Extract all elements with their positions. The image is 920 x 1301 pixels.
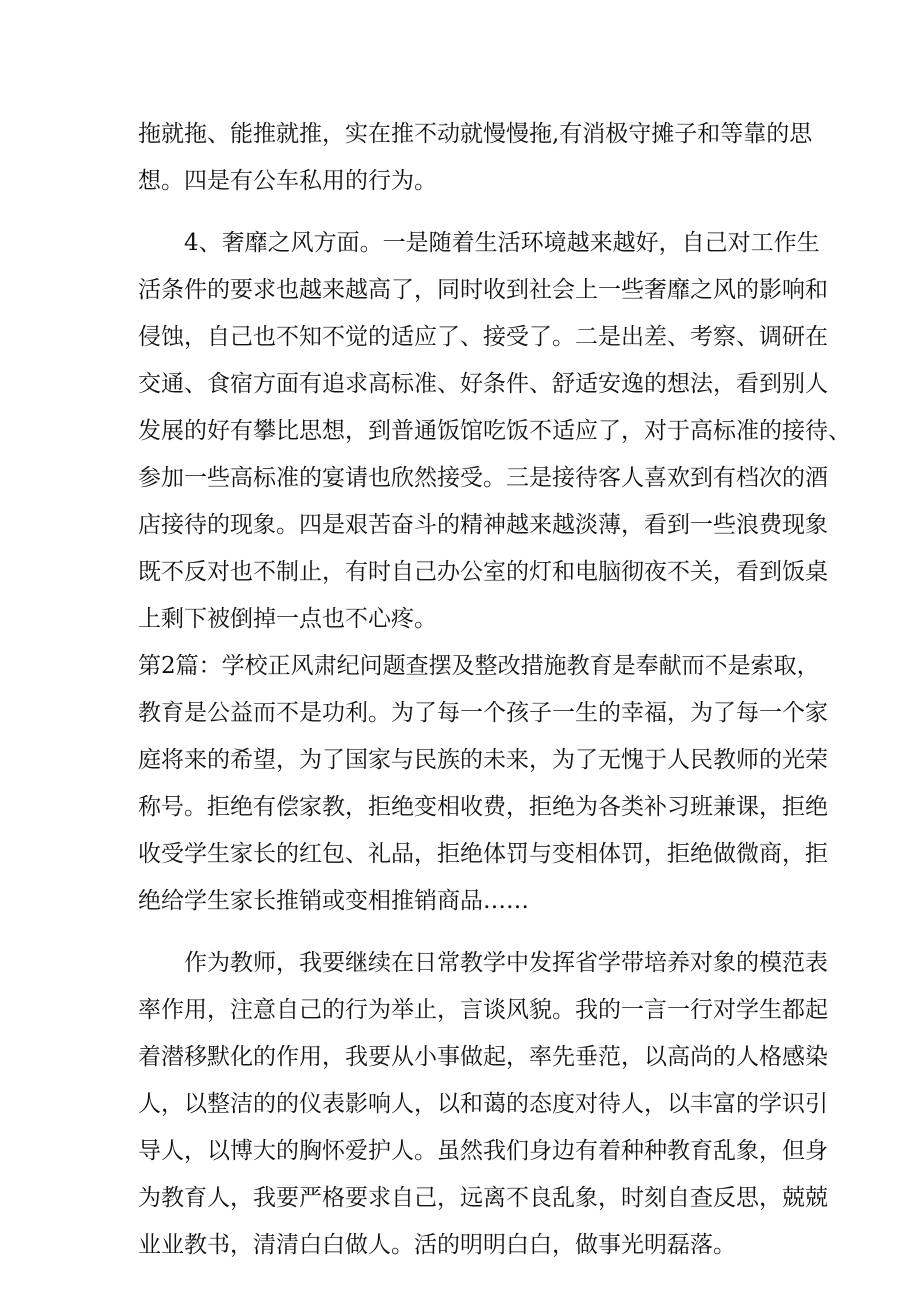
text-line: 教育是公益而不是功利。为了每一个孩子一生的幸福，为了每一个家 [138,700,828,726]
text-line: 绝给学生家长推销或变相推销商品…… [138,888,529,914]
text-line: 拖就拖、能推就推，实在推不动就慢慢拖,有消极守摊子和等靠的思 [138,121,813,147]
text-line: 参加一些高标准的宴请也欣然接受。三是接待客人喜欢到有档次的酒 [138,465,828,491]
text-line: 庭将来的希望，为了国家与民族的未来，为了无愧于人民教师的光荣 [138,747,828,773]
text-line: 导人，以博大的胸怀爱护人。虽然我们身边有着种种教育乱象，但身 [138,1138,828,1164]
text-line: 交通、食宿方面有追求高标准、好条件、舒适安逸的想法，看到别人 [138,371,828,397]
text-line: 人，以整洁的的仪表影响人，以和蔼的态度对待人，以丰富的学识引 [138,1091,828,1117]
text-line: 业业教书，清清白白做人。活的明明白白，做事光明磊落。 [138,1232,736,1258]
text-line: 着潜移默化的作用，我要从小事做起，率先垂范，以高尚的人格感染 [138,1044,828,1070]
text-line: 为教育人，我要严格要求自己，远离不良乱象，时刻自查反思，兢兢 [138,1185,828,1211]
section-heading-line: 第2篇：学校正风肃纪问题查摆及整改措施教育是奉献而不是索取， [138,653,820,679]
text-line: 上剩下被倒掉一点也不心疼。 [138,606,437,632]
text-line: 店接待的现象。四是艰苦奋斗的精神越来越淡薄，看到一些浪费现象 [138,512,828,538]
paragraph-start-line: 4、奢靡之风方面。一是随着生活环境越来越好，自己对工作生 [184,230,820,256]
text-line: 想。四是有公车私用的行为。 [138,168,437,194]
text-line: 收受学生家长的红包、礼品，拒绝体罚与变相体罚，拒绝做微商，拒 [138,841,828,867]
text-line: 侵蚀，自己也不知不觉的适应了、接受了。二是出差、考察、调研在 [138,324,828,350]
text-line: 既不反对也不制止，有时自己办公室的灯和电脑彻夜不关，看到饭桌 [138,559,828,585]
text-line: 称号。拒绝有偿家教，拒绝变相收费，拒绝为各类补习班兼课，拒绝 [138,794,828,820]
paragraph-start-line: 作为教师，我要继续在日常教学中发挥省学带培养对象的模范表 [184,950,828,976]
text-line: 活条件的要求也越来越高了，同时收到社会上一些奢靡之风的影响和 [138,277,828,303]
text-line: 发展的好有攀比思想，到普通饭馆吃饭不适应了，对于高标准的接待、 [138,418,851,444]
text-line: 率作用，注意自己的行为举止，言谈风貌。我的一言一行对学生都起 [138,997,828,1023]
